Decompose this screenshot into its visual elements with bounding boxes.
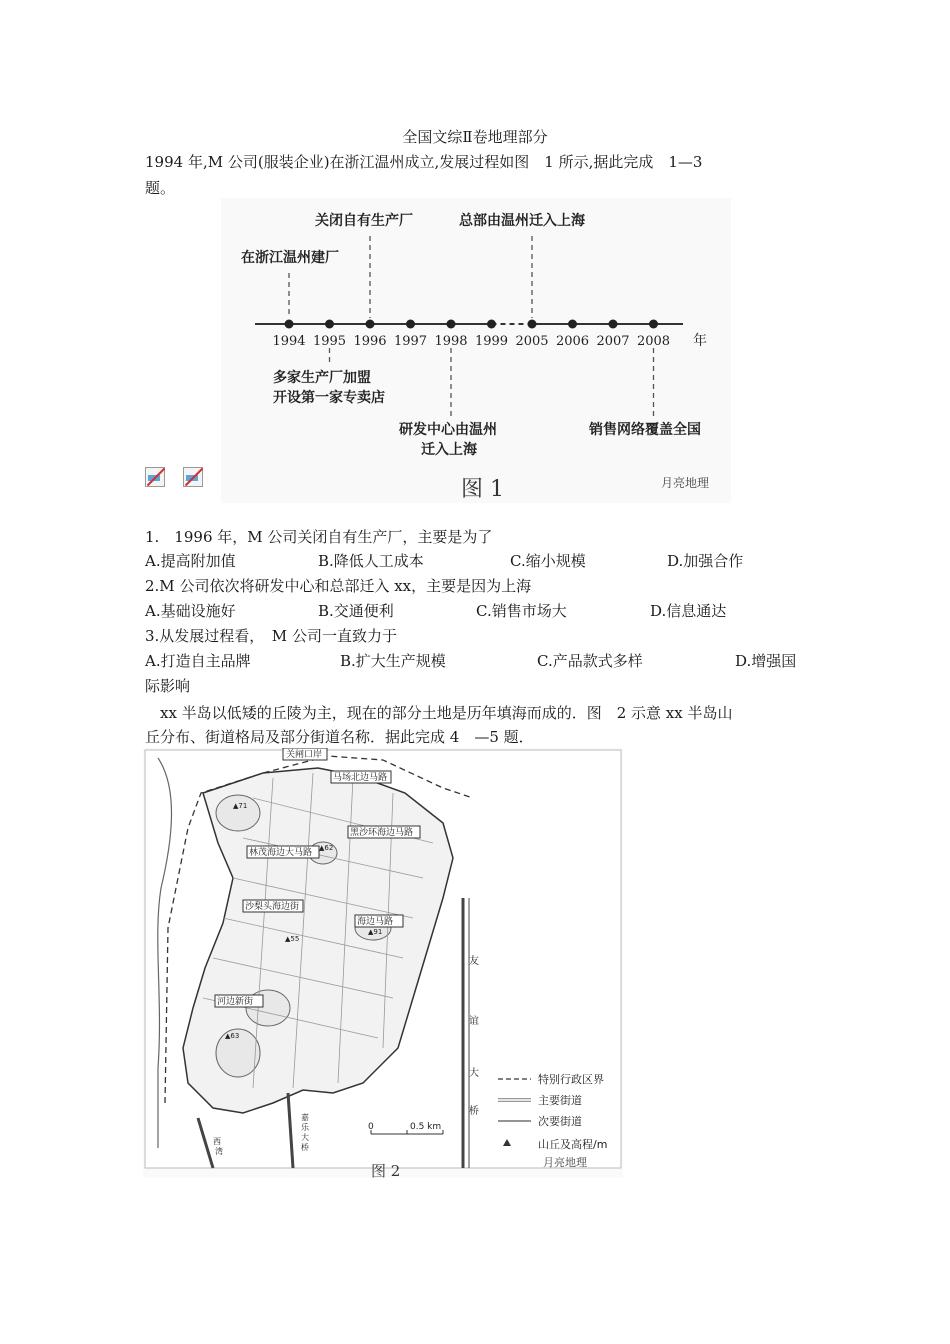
label-street2: 黑沙环海边马路 <box>350 828 414 838</box>
timeline-point <box>528 320 537 329</box>
q3-option-a: A.打造自主品牌 <box>145 652 251 670</box>
page-title: 全国文综Ⅱ卷地理部分 <box>402 128 548 146</box>
timeline-point <box>366 320 375 329</box>
intro1-line1: 1994 年,M 公司(服装企业)在浙江温州成立,发展过程如图 1 所示,据此完成 1—3 <box>145 153 703 171</box>
legend-boundary: 特别行政区界 <box>538 1073 604 1086</box>
timeline-event-label: 多家生产厂加盟 <box>273 370 371 386</box>
figure2-caption: 图 2 <box>371 1162 401 1178</box>
broken-image-icon <box>145 467 165 487</box>
hill-mark: ▲63 <box>225 1032 240 1040</box>
label-street6: 河边新街 <box>217 997 254 1007</box>
legend-minor-street: 次要街道 <box>538 1115 582 1128</box>
q3-option-d-wrap: 际影响 <box>145 677 191 695</box>
timeline-year-label: 2005 <box>515 334 549 349</box>
bridge-label-char: 谊 <box>469 1016 479 1027</box>
legend-main-street: 主要街道 <box>538 1094 582 1107</box>
label-top: 关闸口岸 <box>286 750 323 760</box>
timeline-event-label: 开设第一家专卖店 <box>273 390 385 406</box>
timeline-unit-label: 年 <box>693 333 707 349</box>
q1-option-d: D.加强合作 <box>667 552 744 570</box>
hill-mark: ▲62 <box>319 844 334 852</box>
intro1-line2: 题。 <box>145 179 176 197</box>
bridge-label-char: 乐 <box>301 1123 309 1132</box>
timeline-point <box>487 320 496 329</box>
timeline-point <box>568 320 577 329</box>
bridge-label-char: 嘉 <box>301 1113 309 1122</box>
label-street5: 海边马路 <box>357 917 394 927</box>
label-street3: 林茂海边大马路 <box>249 848 313 858</box>
bridge-label-char: 大 <box>301 1133 309 1142</box>
bridge-label-char: 桥 <box>469 1106 479 1117</box>
timeline-event-label: 迁入上海 <box>421 442 477 458</box>
timeline-year-label: 2007 <box>596 334 630 349</box>
q1-option-c: C.缩小规模 <box>510 552 586 570</box>
svg-text:0: 0 <box>368 1122 374 1132</box>
figure1-caption: 图 1 <box>461 477 504 502</box>
hill-mark: ▲91 <box>368 928 383 936</box>
timeline-year-label: 2006 <box>555 334 590 349</box>
timeline-year-label: 1998 <box>434 334 468 349</box>
bridge-label-char: 湾 <box>215 1147 223 1156</box>
figure1-watermark: 月亮地理 <box>661 476 710 490</box>
question-1: 1. 1996 年，M 公司关闭自有生产厂，主要是为了 <box>145 528 493 546</box>
bridge-label-char: 大 <box>469 1068 479 1079</box>
q3-option-b: B.扩大生产规模 <box>340 652 446 670</box>
timeline-event-label: 总部由温州迁入上海 <box>459 213 585 229</box>
svg-text:0.5 km: 0.5 km <box>410 1122 442 1132</box>
figure2-watermark: 月亮地理 <box>543 1156 587 1169</box>
timeline-year-label: 1996 <box>353 334 387 349</box>
label-street1: 马场北边马路 <box>333 773 388 783</box>
question-3: 3.从发展过程看， M 公司一直致力于 <box>145 627 397 645</box>
timeline-point <box>447 320 456 329</box>
timeline-year-label: 1997 <box>393 334 428 349</box>
timeline-year-label: 1999 <box>474 334 509 349</box>
q2-option-c: C.销售市场大 <box>476 602 567 620</box>
label-street4: 沙梨头海边街 <box>245 902 300 912</box>
timeline-year-label: 1995 <box>312 334 347 349</box>
q3-option-d: D.增强国 <box>735 652 797 670</box>
timeline-event-label: 关闭自有生产厂 <box>315 213 413 229</box>
timeline-point <box>325 320 334 329</box>
bridge-label-char: 西 <box>213 1137 221 1146</box>
timeline-year-label: 1994 <box>272 334 306 349</box>
q1-option-b: B.降低人工成本 <box>318 552 424 570</box>
q2-option-a: A.基础设施好 <box>145 602 236 620</box>
map-svg <box>143 748 623 1178</box>
hill-mark: ▲55 <box>285 935 300 943</box>
timeline-svg <box>221 198 731 503</box>
q2-option-d: D.信息通达 <box>650 602 727 620</box>
timeline-event-label: 在浙江温州建厂 <box>241 250 339 266</box>
timeline-point <box>406 320 415 329</box>
q2-option-b: B.交通便利 <box>318 602 394 620</box>
bridge-label-char: 桥 <box>301 1143 309 1152</box>
timeline-point <box>609 320 618 329</box>
legend-hill: 山丘及高程/m <box>538 1138 608 1151</box>
timeline-event-label: 销售网络覆盖全国 <box>589 422 701 438</box>
timeline-point <box>649 320 658 329</box>
broken-image-icon <box>183 467 203 487</box>
hill-mark: ▲71 <box>233 802 248 810</box>
timeline-point <box>285 320 294 329</box>
q3-option-c: C.产品款式多样 <box>537 652 643 670</box>
intro2-line2: 丘分布、街道格局及部分街道名称．据此完成 4 —5 题． <box>145 728 534 746</box>
q1-option-a: A.提高附加值 <box>145 552 236 570</box>
figure2-map <box>143 748 623 1178</box>
timeline-event-label: 研发中心由温州 <box>399 422 497 438</box>
figure1-timeline <box>221 198 731 503</box>
timeline-year-label: 2008 <box>636 334 671 349</box>
intro2-line1: xx 半岛以低矮的丘陵为主，现在的部分土地是历年填海而成的．图 2 示意 xx 半岛山 <box>145 704 733 722</box>
bridge-label-char: 友 <box>469 956 479 967</box>
question-2: 2.M 公司依次将研发中心和总部迁入 xx，主要是因为上海 <box>145 577 532 595</box>
